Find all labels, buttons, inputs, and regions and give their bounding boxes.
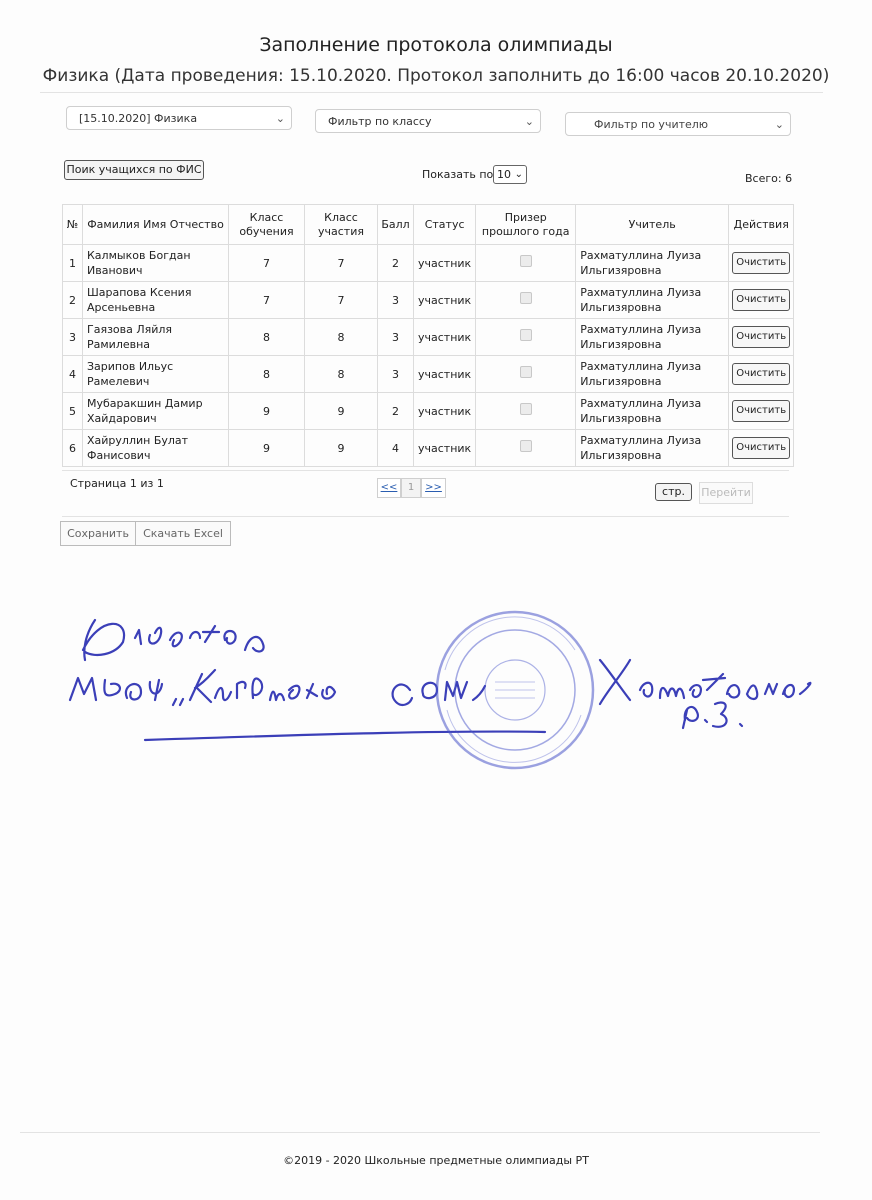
actions-cell <box>729 356 794 393</box>
current-page[interactable]: 1 <box>401 478 421 498</box>
status: участник <box>414 356 476 393</box>
study-class: 9 <box>229 430 305 467</box>
page-size-select[interactable] <box>493 165 527 184</box>
chevron-down-icon: ⌄ <box>514 169 523 180</box>
row-number: 3 <box>63 319 83 356</box>
handwritten-signature <box>55 590 835 790</box>
score: 3 <box>378 282 414 319</box>
page-title: Заполнение протокола олимпиады <box>259 34 613 56</box>
teacher-name: Рахматуллина Луиза Ильгизяровна <box>576 430 729 467</box>
olympiad-select[interactable] <box>66 106 292 130</box>
teacher-filter-select[interactable] <box>565 112 791 136</box>
footer-copyright: ©2019 - 2020 Школьные предметные олимпиады РТ <box>283 1154 589 1167</box>
next-page-link[interactable]: >> <box>421 478 446 498</box>
row-number: 5 <box>63 393 83 430</box>
actions-cell <box>729 430 794 467</box>
prize-cell <box>476 430 576 467</box>
page-subtitle: Физика (Дата проведения: 15.10.2020. Протокол заполнить до 16:00 часов 20.10.2020) <box>42 66 830 86</box>
participation-class: 7 <box>305 282 378 319</box>
score: 4 <box>378 430 414 467</box>
official-stamp <box>437 612 593 768</box>
student-name: Шарапова Ксения Арсеньевна <box>83 282 229 319</box>
divider <box>40 92 823 93</box>
clear-button[interactable]: Очистить <box>732 437 790 459</box>
prize-cell <box>476 245 576 282</box>
study-class: 8 <box>229 356 305 393</box>
status: участник <box>414 282 476 319</box>
participation-class: 9 <box>305 430 378 467</box>
total-count: Всего: 6 <box>745 172 793 185</box>
teacher-name: Рахматуллина Луиза Ильгизяровна <box>576 282 729 319</box>
actions-cell <box>729 245 794 282</box>
download-excel-button[interactable]: Скачать Excel <box>135 521 231 546</box>
score: 3 <box>378 356 414 393</box>
score: 2 <box>378 245 414 282</box>
save-button[interactable]: Сохранить <box>60 521 136 546</box>
results-table <box>62 204 794 467</box>
row-number: 6 <box>63 430 83 467</box>
search-fis-button[interactable]: Поик учащихся по ФИС <box>64 160 204 180</box>
header-teacher: Учитель <box>576 205 729 245</box>
table-row <box>63 282 794 319</box>
actions-cell <box>729 393 794 430</box>
clear-button[interactable]: Очистить <box>732 326 790 348</box>
header-study-class: Класс обучения <box>229 205 305 245</box>
actions-cell <box>729 319 794 356</box>
class-filter-select[interactable] <box>315 109 541 133</box>
header-status: Статус <box>414 205 476 245</box>
header-name: Фамилия Имя Отчество <box>83 205 229 245</box>
page-number-input-button[interactable]: стр. <box>655 483 692 501</box>
clear-button[interactable]: Очистить <box>732 289 790 311</box>
go-button[interactable]: Перейти <box>699 482 753 504</box>
prize-checkbox[interactable] <box>520 403 532 415</box>
study-class: 7 <box>229 245 305 282</box>
divider <box>62 516 789 517</box>
teacher-name: Рахматуллина Луиза Ильгизяровна <box>576 319 729 356</box>
olympiad-select-value: [15.10.2020] Физика <box>79 112 198 125</box>
chevron-down-icon: ⌄ <box>524 115 534 128</box>
prize-checkbox[interactable] <box>520 292 532 304</box>
page-size-label: Показать по <box>422 168 494 181</box>
prize-checkbox[interactable] <box>520 329 532 341</box>
prize-cell <box>476 356 576 393</box>
student-name: Калмыков Богдан Иванович <box>83 245 229 282</box>
clear-button[interactable]: Очистить <box>732 363 790 385</box>
row-number: 4 <box>63 356 83 393</box>
header-num: № <box>63 205 83 245</box>
participation-class: 8 <box>305 319 378 356</box>
divider <box>20 1132 820 1133</box>
clear-button[interactable]: Очистить <box>732 252 790 274</box>
participation-class: 7 <box>305 245 378 282</box>
row-number: 1 <box>63 245 83 282</box>
status: участник <box>414 245 476 282</box>
header-prize: Призер прошлого года <box>476 205 576 245</box>
table-row <box>63 319 794 356</box>
table-row <box>63 245 794 282</box>
signature-strokes <box>70 620 810 740</box>
stamp-text-lines <box>445 617 581 762</box>
prize-cell <box>476 319 576 356</box>
student-name: Зарипов Ильус Рамелевич <box>83 356 229 393</box>
teacher-name: Рахматуллина Луиза Ильгизяровна <box>576 393 729 430</box>
prize-checkbox[interactable] <box>520 255 532 267</box>
status: участник <box>414 393 476 430</box>
row-number: 2 <box>63 282 83 319</box>
status: участник <box>414 430 476 467</box>
teacher-name: Рахматуллина Луиза Ильгизяровна <box>576 245 729 282</box>
prize-checkbox[interactable] <box>520 440 532 452</box>
class-filter-value: Фильтр по классу <box>328 115 432 128</box>
score: 2 <box>378 393 414 430</box>
study-class: 9 <box>229 393 305 430</box>
participation-class: 8 <box>305 356 378 393</box>
chevron-down-icon: ⌄ <box>275 112 285 125</box>
table-row <box>63 430 794 467</box>
prize-checkbox[interactable] <box>520 366 532 378</box>
table-row <box>63 393 794 430</box>
score: 3 <box>378 319 414 356</box>
page-size-value: 10 <box>497 168 511 181</box>
page-info: Страница 1 из 1 <box>70 477 164 490</box>
prize-cell <box>476 282 576 319</box>
student-name: Гаязова Ляйля Рамилевна <box>83 319 229 356</box>
student-name: Мубаракшин Дамир Хайдарович <box>83 393 229 430</box>
study-class: 7 <box>229 282 305 319</box>
chevron-down-icon: ⌄ <box>774 118 784 131</box>
actions-cell <box>729 282 794 319</box>
status: участник <box>414 319 476 356</box>
prev-page-link[interactable]: << <box>377 478 401 498</box>
header-part-class: Класс участия <box>305 205 378 245</box>
participation-class: 9 <box>305 393 378 430</box>
study-class: 8 <box>229 319 305 356</box>
header-actions: Действия <box>729 205 794 245</box>
header-score: Балл <box>378 205 414 245</box>
table-row <box>63 356 794 393</box>
teacher-filter-value: Фильтр по учителю <box>594 118 709 131</box>
divider <box>62 470 789 471</box>
clear-button[interactable]: Очистить <box>732 400 790 422</box>
teacher-name: Рахматуллина Луиза Ильгизяровна <box>576 356 729 393</box>
student-name: Хайруллин Булат Фанисович <box>83 430 229 467</box>
prize-cell <box>476 393 576 430</box>
